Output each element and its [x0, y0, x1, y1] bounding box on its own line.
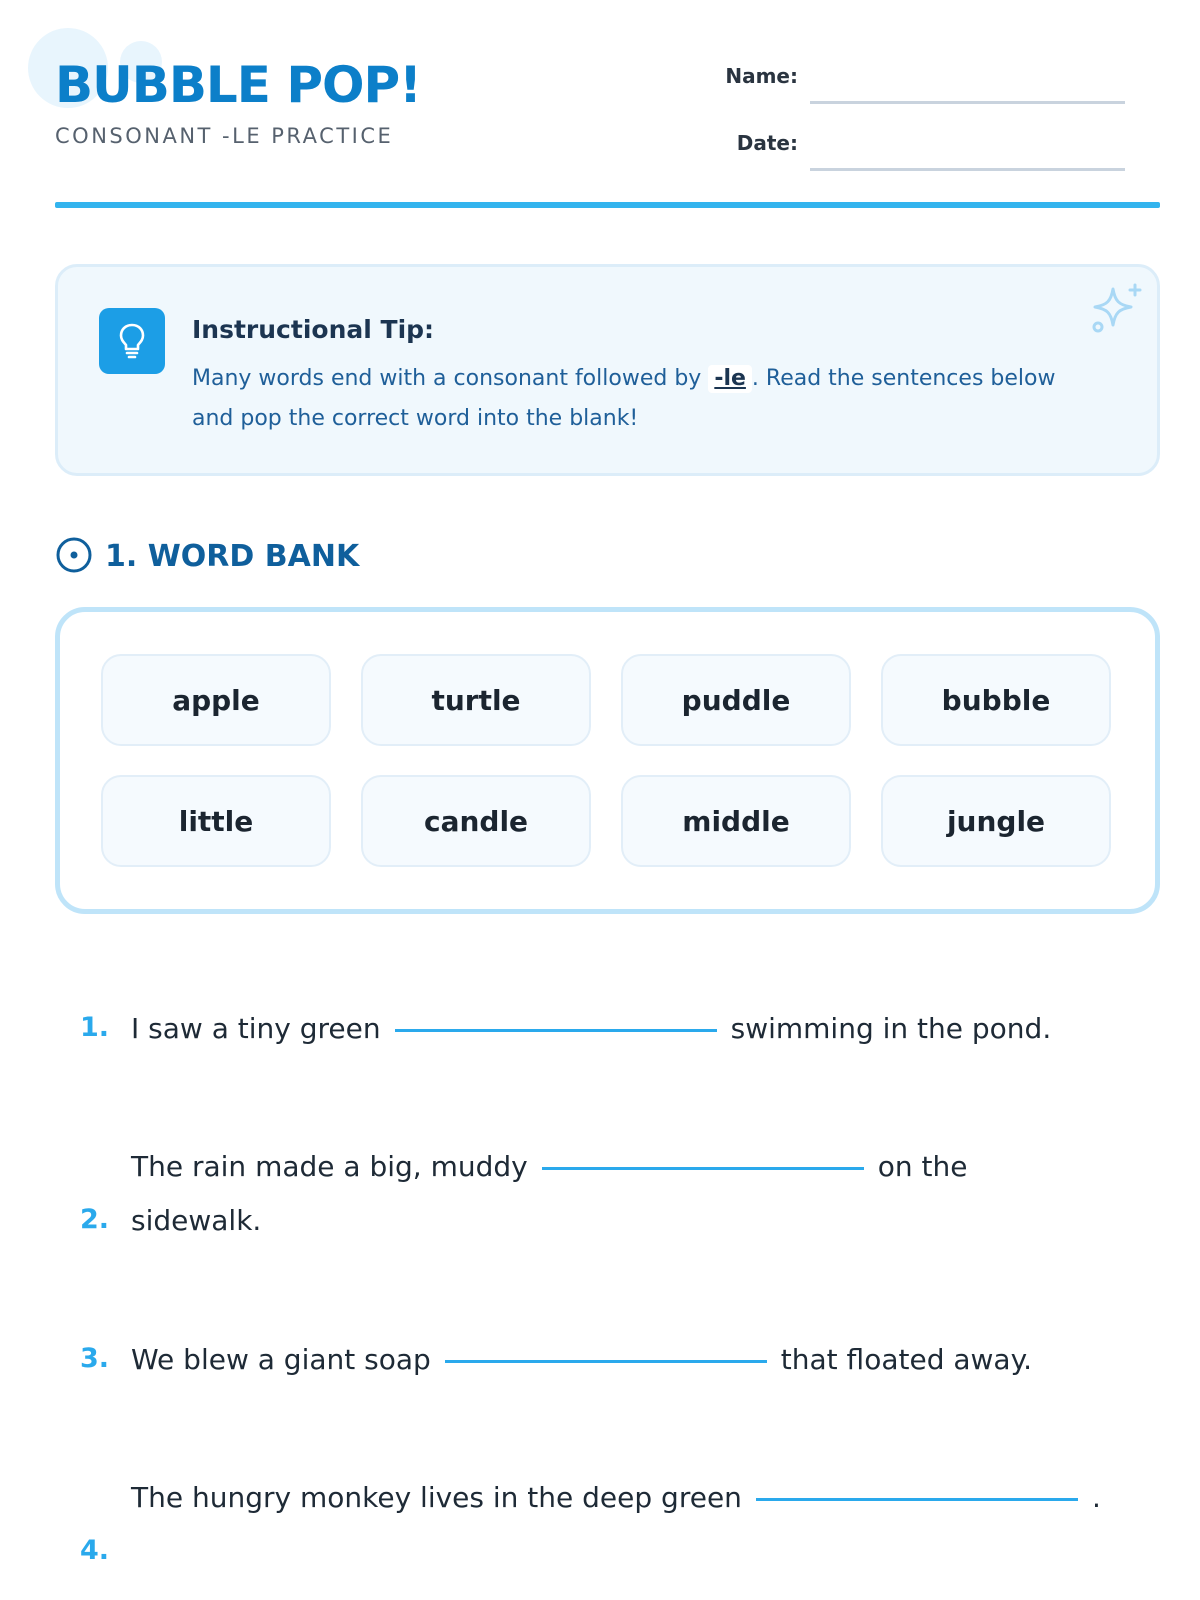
answer-blank[interactable] — [445, 1360, 767, 1363]
question-number: 4. — [80, 1535, 110, 1566]
question-text-before: The rain made a big, muddy — [131, 1150, 528, 1183]
word-chip[interactable]: jungle — [881, 775, 1111, 867]
word-chip[interactable]: apple — [101, 654, 331, 746]
question-text-after: on the sidewalk. — [131, 1150, 968, 1237]
question-text-after: swimming in the pond. — [730, 1012, 1052, 1045]
tip-code-highlight: -le — [708, 365, 752, 393]
date-input-line[interactable] — [810, 168, 1125, 171]
tip-text-before: Many words end with a consonant followed by — [192, 366, 702, 391]
word-chip[interactable]: candle — [361, 775, 591, 867]
worksheet-header — [55, 54, 1160, 204]
word-chip[interactable]: little — [101, 775, 331, 867]
word-bank-heading — [55, 536, 359, 578]
question-text — [131, 1140, 1001, 1248]
word-chip[interactable]: puddle — [621, 654, 851, 746]
lightbulb-icon — [99, 308, 165, 374]
worksheet-subtitle: CONSONANT -LE PRACTICE — [55, 124, 394, 148]
tip-text — [192, 359, 1092, 439]
answer-blank[interactable] — [756, 1498, 1078, 1501]
word-chip[interactable]: bubble — [881, 654, 1111, 746]
question-text-before: We blew a giant soap — [131, 1343, 431, 1376]
question-number: 3. — [80, 1343, 110, 1374]
sparkle-icon — [1089, 281, 1145, 341]
question-text — [131, 1333, 1131, 1387]
instructional-tip-box — [55, 264, 1160, 476]
word-chip[interactable]: turtle — [361, 654, 591, 746]
tip-text-after: . Read the sentences below and pop the correct word into the blank! — [192, 366, 1056, 431]
section-title: 1. WORD BANK — [105, 539, 360, 574]
name-input-line[interactable] — [810, 101, 1125, 104]
word-bank-box — [55, 607, 1160, 914]
question-text-after: . — [1091, 1481, 1101, 1514]
tip-title: Instructional Tip: — [192, 315, 435, 344]
question-number: 1. — [80, 1012, 110, 1043]
question-text-before: I saw a tiny green — [131, 1012, 381, 1045]
name-label: Name: — [725, 64, 798, 88]
question-number: 2. — [80, 1204, 110, 1235]
worksheet-title: BUBBLE POP! — [55, 56, 421, 114]
question-text-after: that floated away. — [780, 1343, 1033, 1376]
answer-blank[interactable] — [395, 1029, 717, 1032]
question-text — [131, 1002, 1131, 1056]
question-text-before: The hungry monkey lives in the deep green — [131, 1481, 742, 1514]
date-label: Date: — [736, 131, 798, 155]
target-circle-icon — [55, 536, 93, 578]
question-text — [131, 1471, 1131, 1525]
header-divider — [55, 202, 1160, 208]
answer-blank[interactable] — [542, 1167, 864, 1170]
word-chip[interactable]: middle — [621, 775, 851, 867]
